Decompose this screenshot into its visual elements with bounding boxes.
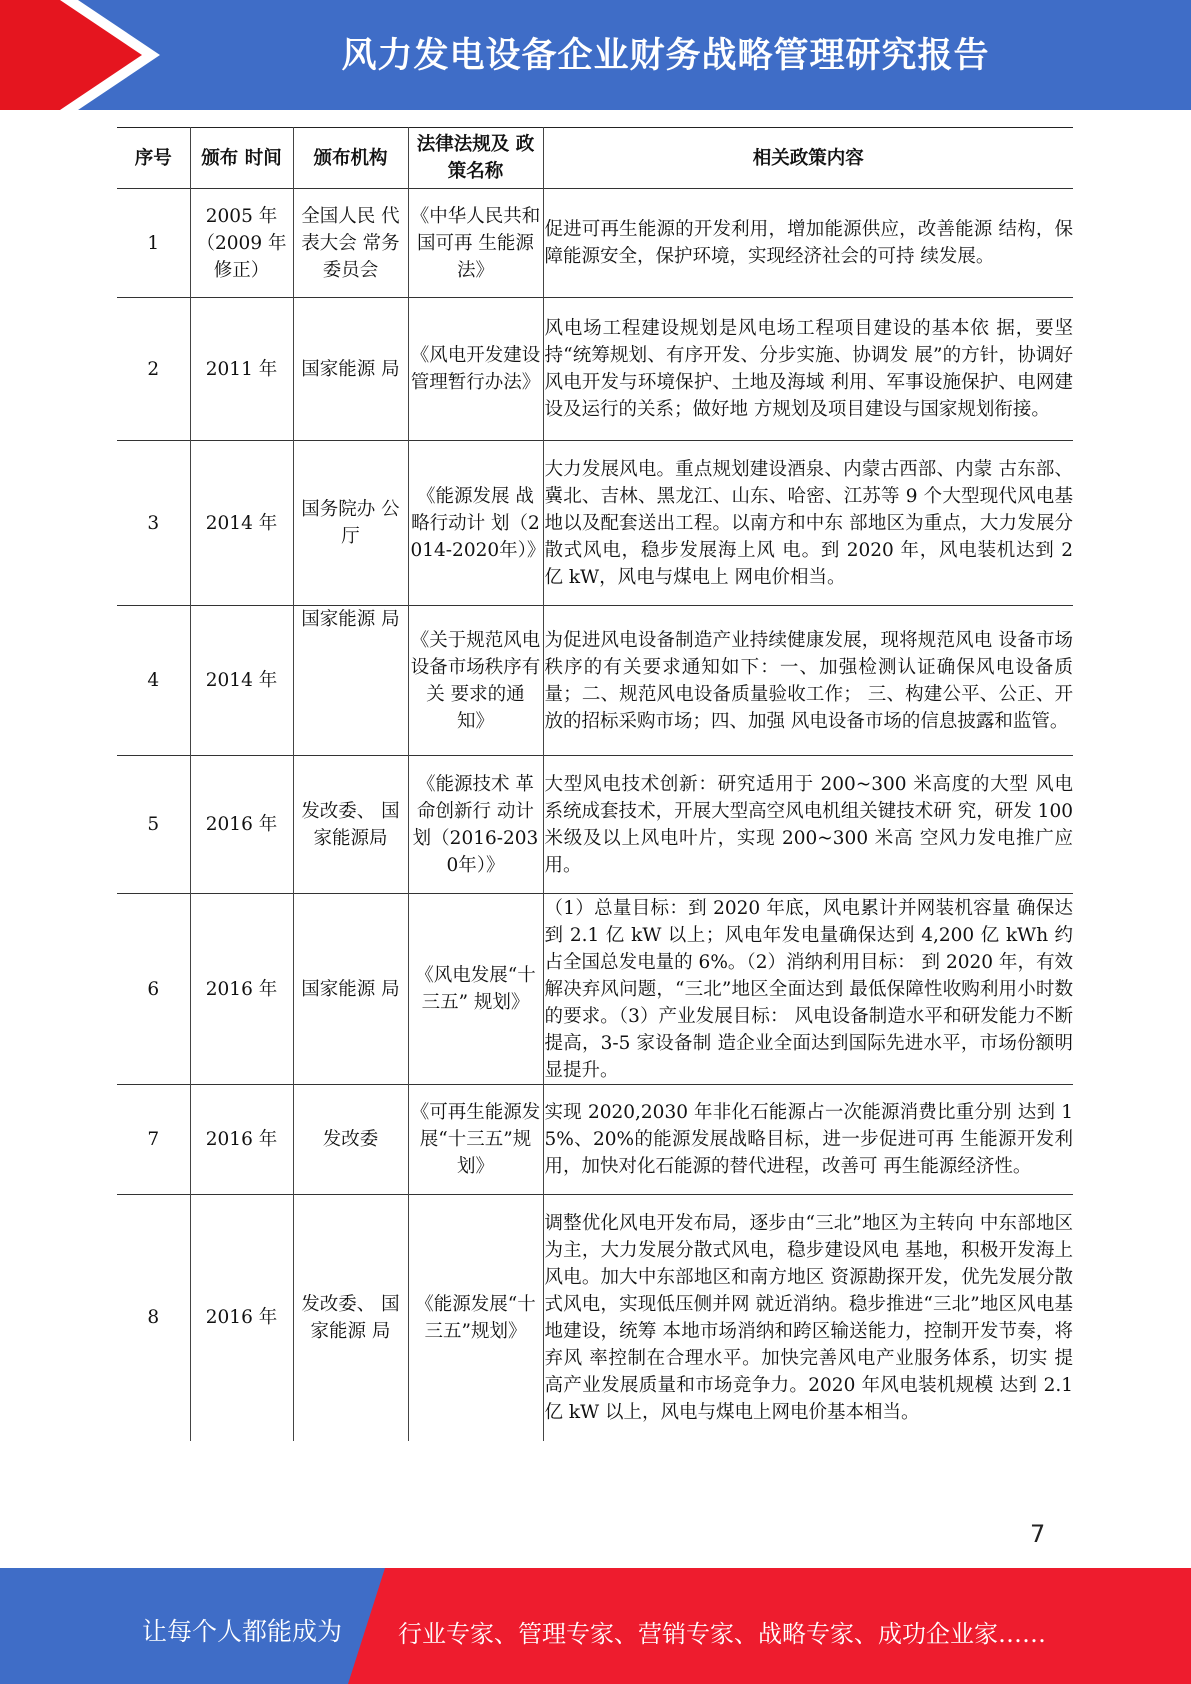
row-org: 发改委 — [293, 1085, 408, 1195]
row-time: 2016 年 — [190, 1085, 293, 1195]
row-content: （1）总量目标：到 2020 年底，风电累计并网装机容量 确保达到 2.1 亿 kW 以上；风电年发电量确保达到 4,200 亿 kWh 约占全国总发电量的 6%。（2）消纳利用目标： 到 2020 年，有效解决弃风问题，“三北”地区全面达到 最低保障性收购利用小时数的要求。（3）产业发展目标： 风电设备制造水平和研发能力不断提高，3-5 家设备制 造企业全面达到国际先进水平，市场份额明显提升。 — [543, 894, 1073, 1085]
row-no: 1 — [117, 189, 190, 298]
table-row — [117, 1195, 1073, 1441]
page-title: 风力发电设备企业财务战略管理研究报告 — [341, 36, 990, 76]
table-header-row — [117, 128, 1073, 189]
row-org: 国家能源 局 — [293, 606, 408, 756]
header-time: 颁布 时间 — [190, 128, 293, 189]
row-law: 《能源技术 革命创新行 动计划（2016-2030年）》 — [408, 756, 543, 894]
row-law: 《风电发展“十三五” 规划》 — [408, 894, 543, 1085]
header-no: 序号 — [117, 128, 190, 189]
header-law: 法律法规及 政策名称 — [408, 128, 543, 189]
page-footer — [0, 1568, 1191, 1684]
row-no: 3 — [117, 441, 190, 606]
row-content: 促进可再生能源的开发利用，增加能源供应，改善能源 结构，保障能源安全，保护环境，实现经济社会的可持 续发展。 — [543, 189, 1073, 298]
row-no: 6 — [117, 894, 190, 1085]
row-content: 风电场工程建设规划是风电场工程项目建设的基本依 据，要坚持“统筹规划、有序开发、分步实施、协调发 展”的方针，协调好风电开发与环境保护、土地及海域 利用、军事设施保护、电网建设及运行的关系；做好地 方规划及项目建设与国家规划衔接。 — [543, 298, 1073, 441]
row-time: 2014 年 — [190, 606, 293, 756]
table-row — [117, 298, 1073, 441]
row-content: 为促进风电设备制造产业持续健康发展，现将规范风电 设备市场秩序的有关要求通知如下：一、加强检测认证确保风电设备质量；二、规范风电设备质量验收工作； 三、构建公平、公正、开放的招标采购市场；四、加强 风电设备市场的信息披露和监管。 — [543, 606, 1073, 756]
header-red-arrow — [0, 0, 150, 110]
table-row — [117, 606, 1073, 756]
policy-table — [117, 127, 1073, 1441]
footer-slogan-left: 让每个人都能成为 — [142, 1617, 343, 1646]
row-time: 2014 年 — [190, 441, 293, 606]
row-no: 2 — [117, 298, 190, 441]
row-law: 《能源发展 战略行动计 划（2014-2020年）》 — [408, 441, 543, 606]
table-row — [117, 894, 1073, 1085]
table-row — [117, 441, 1073, 606]
header-org: 颁布机构 — [293, 128, 408, 189]
row-law: 《中华人民共和国可再 生能源法》 — [408, 189, 543, 298]
row-content: 实现 2020,2030 年非化石能源占一次能源消费比重分别 达到 15%、20%的能源发展战略目标，进一步促进可再 生能源开发利用，加快对化石能源的替代进程，改善可 再生能源经济性。 — [543, 1085, 1073, 1195]
row-law: 《关于规范风电设备市场秩序有关 要求的通 知》 — [408, 606, 543, 756]
row-time: 2005 年（2009 年修正） — [190, 189, 293, 298]
row-time: 2016 年 — [190, 756, 293, 894]
row-org: 国家能源 局 — [293, 298, 408, 441]
row-law: 《能源发展“十三五”规划》 — [408, 1195, 543, 1441]
row-content: 调整优化风电开发布局，逐步由“三北”地区为主转向 中东部地区为主，大力发展分散式风电，稳步建设风电 基地，积极开发海上风电。加大中东部地区和南方地区 资源勘探开发，优先发展分散式风电，实现低压侧并网 就近消纳。稳步推进“三北”地区风电基地建设，统筹 本地市场消纳和跨区输送能力，控制开发节奏，将弃风 率控制在合理水平。加快完善风电产业服务体系，切实 提高产业发展质量和市场竞争力。2020 年风电装机规模 达到 2.1 亿 kW 以上，风电与煤电上网电价基本相当。 — [543, 1195, 1073, 1441]
page-header — [0, 0, 1191, 110]
policy-table-wrapper — [117, 127, 1073, 1441]
row-org: 发改委、 国家能源局 — [293, 756, 408, 894]
row-time: 2016 年 — [190, 894, 293, 1085]
table-row — [117, 1085, 1073, 1195]
row-no: 8 — [117, 1195, 190, 1441]
row-org: 发改委、 国家能源 局 — [293, 1195, 408, 1441]
table-row — [117, 189, 1073, 298]
row-no: 7 — [117, 1085, 190, 1195]
row-law: 《可再生能源发展“十三五”规 划》 — [408, 1085, 543, 1195]
row-content: 大力发展风电。重点规划建设酒泉、内蒙古西部、内蒙 古东部、冀北、吉林、黑龙江、山东、哈密、江苏等 9 个大型现代风电基地以及配套送出工程。以南方和中东 部地区为重点，大力发展分散式风电，稳步发展海上风 电。到 2020 年，风电装机达到 2 亿 kW，风电与煤电上 网电价相当。 — [543, 441, 1073, 606]
row-no: 4 — [117, 606, 190, 756]
row-no: 5 — [117, 756, 190, 894]
header-content: 相关政策内容 — [543, 128, 1073, 189]
table-row — [117, 756, 1073, 894]
row-content: 大型风电技术创新：研究适用于 200~300 米高度的大型 风电系统成套技术，开展大型高空风电机组关键技术研 究，研发 100 米级及以上风电叶片，实现 200~300 米高 空风力发电推广应用。 — [543, 756, 1073, 894]
row-law: 《风电开发建设管理暂行办法》 — [408, 298, 543, 441]
row-org: 全国人民 代表大会 常务委员会 — [293, 189, 408, 298]
row-org: 国家能源 局 — [293, 894, 408, 1085]
row-time: 2016 年 — [190, 1195, 293, 1441]
row-time: 2011 年 — [190, 298, 293, 441]
footer-slogan-right: 行业专家、管理专家、营销专家、战略专家、成功企业家…… — [398, 1620, 1046, 1648]
row-org: 国务院办 公厅 — [293, 441, 408, 606]
page-number: 7 — [1030, 1520, 1046, 1548]
